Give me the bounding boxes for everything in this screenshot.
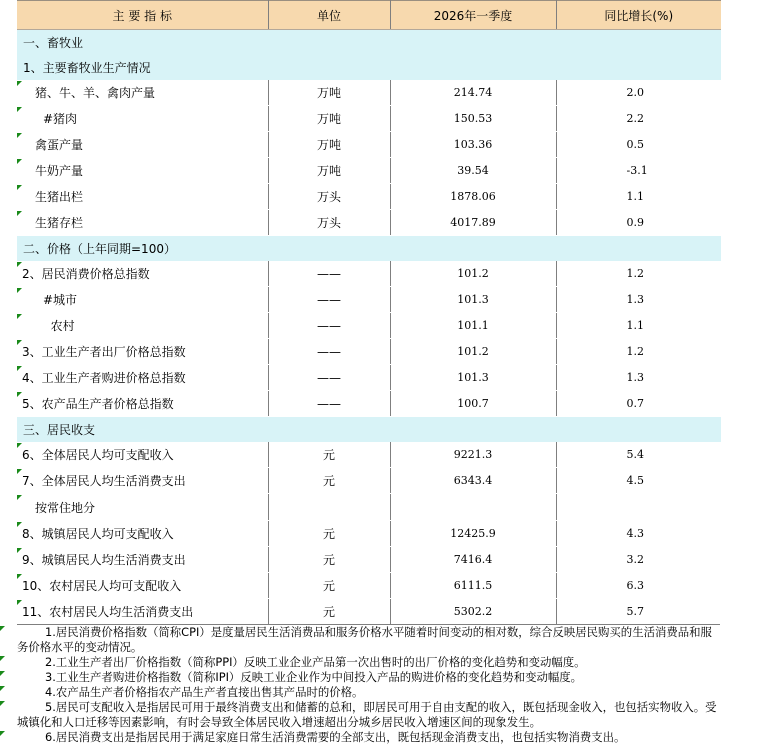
footnotes xyxy=(17,624,720,745)
indicator-cell: 牛奶产量 xyxy=(17,158,268,184)
section-label: 二、价格（上年同期=100） xyxy=(17,236,721,262)
table-row xyxy=(17,106,721,132)
value-cell: 12425.9 xyxy=(390,521,556,547)
unit-cell: —— xyxy=(268,287,390,313)
value-cell: 9221.3 xyxy=(390,442,556,468)
unit-cell: 万吨 xyxy=(268,80,390,106)
table-row xyxy=(17,210,721,236)
unit-cell: —— xyxy=(268,339,390,365)
yoy-cell: 2.0 xyxy=(556,80,721,106)
footnote-4: 4.农产品生产者价格指农产品生产者直接出售其产品时的价格。 xyxy=(17,685,720,700)
table-row xyxy=(17,80,721,106)
indicator-cell: 6、全体居民人均可支配收入 xyxy=(17,442,268,468)
indicator-cell: 3、工业生产者出厂价格总指数 xyxy=(17,339,268,365)
yoy-cell: 5.7 xyxy=(556,599,721,625)
header-yoy: 同比增长(%) xyxy=(556,1,721,30)
table-row xyxy=(17,158,721,184)
indicator-cell: 禽蛋产量 xyxy=(17,132,268,158)
value-cell: 6111.5 xyxy=(390,573,556,599)
value-cell: 6343.4 xyxy=(390,468,556,494)
row-marker-icon xyxy=(17,288,22,293)
row-marker-icon xyxy=(0,626,5,631)
section-row xyxy=(17,30,721,56)
yoy-cell: 6.3 xyxy=(556,573,721,599)
table-header-row xyxy=(17,1,721,30)
row-marker-icon xyxy=(17,314,22,319)
yoy-cell: 1.2 xyxy=(556,339,721,365)
indicator-cell: 8、城镇居民人均可支配收入 xyxy=(17,521,268,547)
unit-cell: 元 xyxy=(268,573,390,599)
row-marker-icon xyxy=(17,185,22,190)
yoy-cell: 4.5 xyxy=(556,468,721,494)
indicator-cell: 11、农村居民人均生活消费支出 xyxy=(17,599,268,625)
table-row xyxy=(17,184,721,210)
row-marker-icon xyxy=(17,548,22,553)
indicator-cell: 4、工业生产者购进价格总指数 xyxy=(17,365,268,391)
row-marker-icon xyxy=(17,133,22,138)
value-cell: 100.7 xyxy=(390,391,556,417)
indicator-cell: 猪、牛、羊、禽肉产量 xyxy=(17,80,268,106)
value-cell: 4017.89 xyxy=(390,210,556,236)
indicator-cell: 按常住地分 xyxy=(17,494,268,521)
value-cell: 1878.06 xyxy=(390,184,556,210)
indicator-cell: 生猪存栏 xyxy=(17,210,268,236)
indicator-cell: 7、全体居民人均生活消费支出 xyxy=(17,468,268,494)
row-marker-icon xyxy=(0,656,5,661)
value-cell: 7416.4 xyxy=(390,547,556,573)
section-label: 一、畜牧业 xyxy=(17,30,721,56)
value-cell: 39.54 xyxy=(390,158,556,184)
unit-cell: 元 xyxy=(268,599,390,625)
yoy-cell xyxy=(556,494,721,521)
value-cell: 103.36 xyxy=(390,132,556,158)
unit-cell: —— xyxy=(268,313,390,339)
row-marker-icon xyxy=(17,522,22,527)
table-row xyxy=(17,339,721,365)
section-label: 1、主要畜牧业生产情况 xyxy=(17,55,721,80)
value-cell: 101.1 xyxy=(390,313,556,339)
indicator-cell: 9、城镇居民人均生活消费支出 xyxy=(17,547,268,573)
indicator-cell: 生猪出栏 xyxy=(17,184,268,210)
footnote-6: 6.居民消费支出是指居民用于满足家庭日常生活消费需要的全部支出，既包括现金消费支出，也包括实物消费支出。 xyxy=(17,730,720,745)
row-marker-icon xyxy=(17,366,22,371)
row-marker-icon xyxy=(17,392,22,397)
row-marker-icon xyxy=(0,731,5,736)
yoy-cell: 1.1 xyxy=(556,184,721,210)
row-marker-icon xyxy=(0,686,5,691)
yoy-cell: 4.3 xyxy=(556,521,721,547)
row-marker-icon xyxy=(0,701,5,706)
yoy-cell: 0.7 xyxy=(556,391,721,417)
unit-cell: —— xyxy=(268,261,390,287)
yoy-cell: 3.2 xyxy=(556,547,721,573)
header-indicator: 主 要 指 标 xyxy=(17,1,268,30)
table-row xyxy=(17,573,721,599)
table-row xyxy=(17,494,721,521)
unit-cell: 元 xyxy=(268,468,390,494)
table-row xyxy=(17,391,721,417)
row-marker-icon xyxy=(17,107,22,112)
footnote-1: 1.居民消费价格指数（简称CPI）是度量居民生活消费品和服务价格水平随着时间变动的相对数，综合反映居民购买的生活消费品和服务价格水平的变动情况。 xyxy=(17,625,720,655)
table-row xyxy=(17,132,721,158)
section-label: 三、居民收支 xyxy=(17,417,721,443)
unit-cell: 元 xyxy=(268,442,390,468)
footnote-5: 5.居民可支配收入是指居民可用于最终消费支出和储蓄的总和，即居民可用于自由支配的收入，既包括现金收入，也包括实物收入。受城镇化和人口迁移等因素影响，有时会导致全体居民收入增速超出分城乡居民收入增速区间的现象发生。 xyxy=(17,700,720,730)
value-cell: 101.2 xyxy=(390,339,556,365)
yoy-cell: 0.5 xyxy=(556,132,721,158)
row-marker-icon xyxy=(17,469,22,474)
table-row xyxy=(17,599,721,625)
value-cell xyxy=(390,494,556,521)
unit-cell: 万吨 xyxy=(268,106,390,132)
yoy-cell: 1.3 xyxy=(556,287,721,313)
footnote-2: 2.工业生产者出厂价格指数（简称PPI）反映工业企业产品第一次出售时的出厂价格的变化趋势和变动幅度。 xyxy=(17,655,720,670)
indicator-cell: 2、居民消费价格总指数 xyxy=(17,261,268,287)
table-row xyxy=(17,287,721,313)
unit-cell: —— xyxy=(268,365,390,391)
row-marker-icon xyxy=(17,495,22,500)
row-marker-icon xyxy=(17,600,22,605)
unit-cell: 万吨 xyxy=(268,158,390,184)
row-marker-icon xyxy=(0,671,5,676)
table-row xyxy=(17,468,721,494)
statistics-table xyxy=(17,0,721,625)
value-cell: 101.3 xyxy=(390,287,556,313)
row-marker-icon xyxy=(17,211,22,216)
section-row xyxy=(17,236,721,262)
yoy-cell: -3.1 xyxy=(556,158,721,184)
indicator-cell: 10、农村居民人均可支配收入 xyxy=(17,573,268,599)
unit-cell: 万头 xyxy=(268,184,390,210)
header-unit: 单位 xyxy=(268,1,390,30)
value-cell: 150.53 xyxy=(390,106,556,132)
row-marker-icon xyxy=(17,443,22,448)
row-marker-icon xyxy=(17,262,22,267)
section-row xyxy=(17,417,721,443)
yoy-cell: 1.3 xyxy=(556,365,721,391)
value-cell: 101.2 xyxy=(390,261,556,287)
unit-cell: 万吨 xyxy=(268,132,390,158)
table-row xyxy=(17,261,721,287)
indicator-cell: 农村 xyxy=(17,313,268,339)
indicator-cell: #城市 xyxy=(17,287,268,313)
unit-cell: —— xyxy=(268,391,390,417)
yoy-cell: 1.2 xyxy=(556,261,721,287)
row-marker-icon xyxy=(17,81,22,86)
yoy-cell: 0.9 xyxy=(556,210,721,236)
yoy-cell: 5.4 xyxy=(556,442,721,468)
row-marker-icon xyxy=(17,159,22,164)
indicator-cell: #猪肉 xyxy=(17,106,268,132)
footnote-3: 3.工业生产者购进价格指数（简称IPI）反映工业企业作为中间投入产品的购进价格的变化趋势和变动幅度。 xyxy=(17,670,720,685)
table-row xyxy=(17,365,721,391)
table-row xyxy=(17,547,721,573)
value-cell: 5302.2 xyxy=(390,599,556,625)
table-row xyxy=(17,313,721,339)
indicator-cell: 5、农产品生产者价格总指数 xyxy=(17,391,268,417)
value-cell: 214.74 xyxy=(390,80,556,106)
yoy-cell: 1.1 xyxy=(556,313,721,339)
row-marker-icon xyxy=(17,340,22,345)
unit-cell: 元 xyxy=(268,547,390,573)
header-value: 2026年一季度 xyxy=(390,1,556,30)
table-row xyxy=(17,442,721,468)
section-row xyxy=(17,55,721,80)
value-cell: 101.3 xyxy=(390,365,556,391)
row-marker-icon xyxy=(17,574,22,579)
table-row xyxy=(17,521,721,547)
yoy-cell: 2.2 xyxy=(556,106,721,132)
unit-cell: 万头 xyxy=(268,210,390,236)
unit-cell: 元 xyxy=(268,521,390,547)
unit-cell xyxy=(268,494,390,521)
